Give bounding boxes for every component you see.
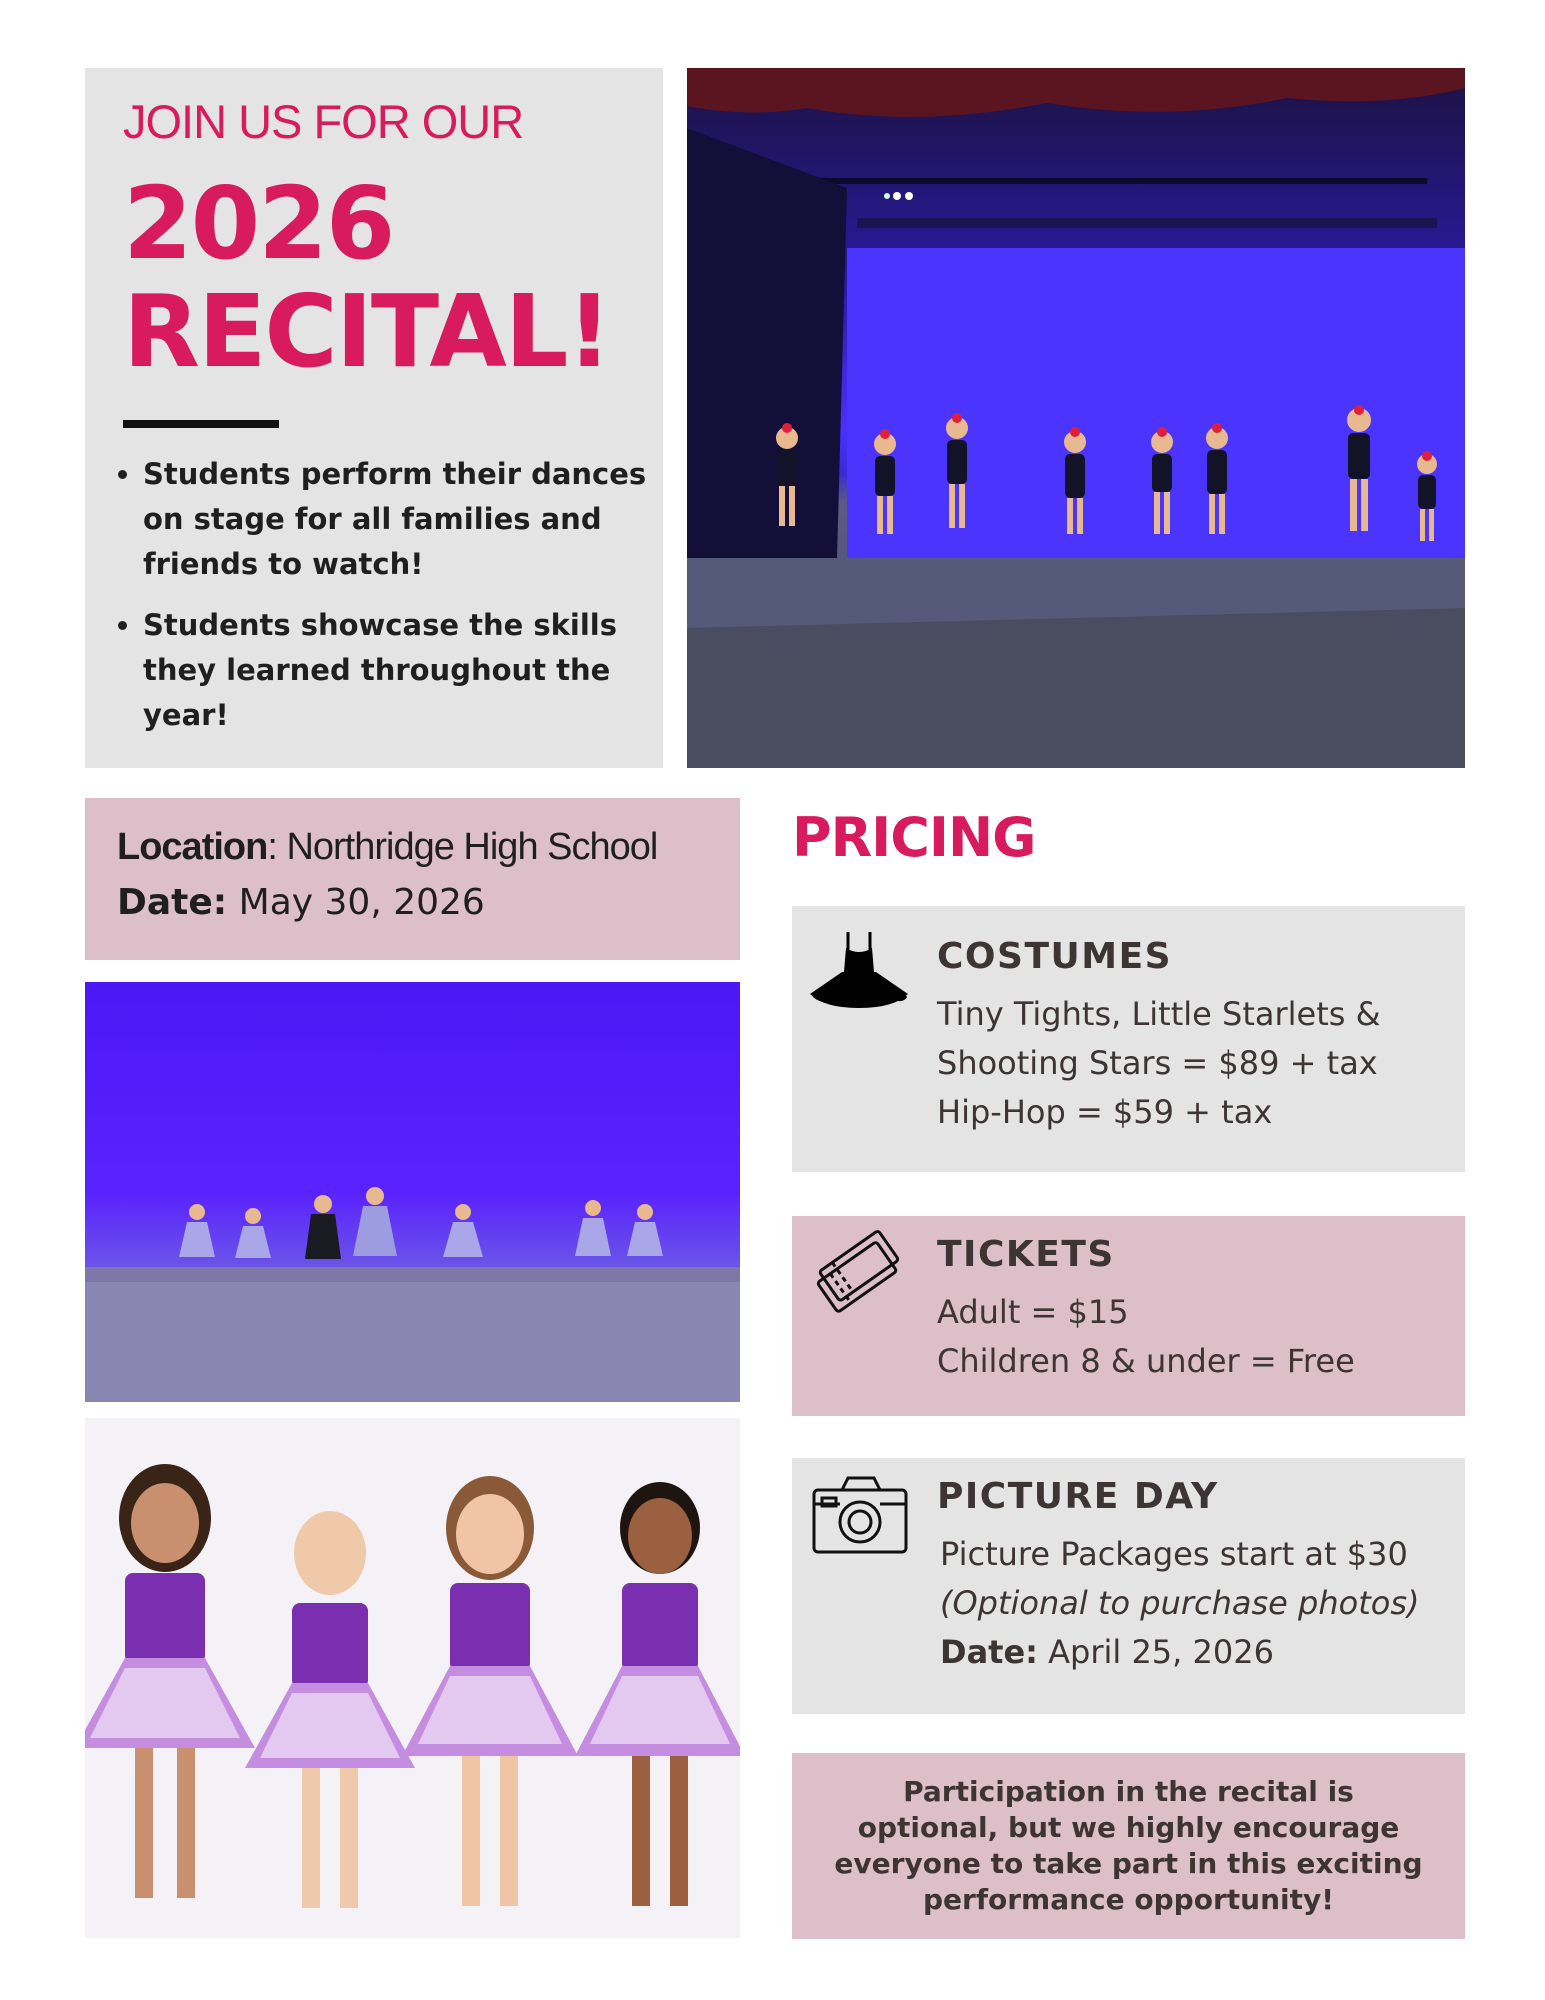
- picture-day-details: [940, 1530, 1419, 1677]
- tickets-title: TICKETS: [937, 1234, 1115, 1275]
- costumes-title: COSTUMES: [937, 936, 1173, 977]
- picture-date-label: Date:: [940, 1633, 1038, 1671]
- location-value: : Northridge High School: [267, 826, 658, 868]
- title-year: 2026: [123, 165, 394, 282]
- kneeling-dancers-photo: [85, 982, 740, 1402]
- stage-photo-2-art: [85, 982, 740, 1402]
- camera-icon: [804, 1470, 914, 1564]
- picture-date-value: April 25, 2026: [1037, 1633, 1274, 1671]
- stage-photo-art: [687, 68, 1465, 768]
- ticket-price-line: Children 8 & under = Free: [937, 1342, 1355, 1380]
- title-recital: RECITAL!: [123, 273, 611, 390]
- stage-performance-photo: [687, 68, 1465, 768]
- intro-panel: [85, 68, 663, 768]
- studio-photo-art: [85, 1418, 740, 1938]
- kicker-text: JOIN US FOR OUR: [123, 95, 524, 148]
- intro-bullet-list: [107, 452, 683, 754]
- costume-dancers-photo: [85, 1418, 740, 1938]
- participation-note-box: [792, 1753, 1465, 1939]
- costumes-details: [937, 990, 1381, 1137]
- pricing-heading: PRICING: [792, 806, 1036, 869]
- tickets-details: [937, 1288, 1355, 1386]
- costume-price-line: Hip-Hop = $59 + tax: [937, 1093, 1273, 1131]
- event-info-box: [85, 798, 740, 960]
- bullet-item: • Students showcase the skills they learned throughout the year!: [143, 603, 683, 738]
- costume-price-line: Shooting Stars = $89 + tax: [937, 1044, 1378, 1082]
- ticket-price-line: Adult = $15: [937, 1293, 1129, 1331]
- picture-day-title: PICTURE DAY: [937, 1476, 1219, 1517]
- picture-day-box: [792, 1458, 1465, 1714]
- location-line: [117, 826, 657, 869]
- participation-note: Participation in the recital is optional, but we highly encourage everyone to take part in this exciting performance opportunity!: [834, 1775, 1423, 1916]
- date-line: [117, 882, 485, 923]
- tickets-box: [792, 1216, 1465, 1416]
- date-label: Date:: [117, 882, 228, 923]
- divider: [123, 420, 279, 428]
- optional-note: (Optional to purchase photos): [940, 1584, 1420, 1622]
- location-label: Location: [117, 826, 268, 868]
- tutu-icon: [804, 928, 914, 1022]
- costumes-box: [792, 906, 1465, 1172]
- picture-date-line: [940, 1628, 1419, 1677]
- costume-price-line: Tiny Tights, Little Starlets &: [937, 995, 1381, 1033]
- date-value: May 30, 2026: [227, 882, 485, 923]
- page-title: [123, 165, 611, 390]
- bullet-item: • Students perform their dances on stage for all families and friends to watch!: [143, 452, 683, 587]
- ticket-icon: [804, 1228, 914, 1332]
- picture-package-line: Picture Packages start at $30: [940, 1535, 1408, 1573]
